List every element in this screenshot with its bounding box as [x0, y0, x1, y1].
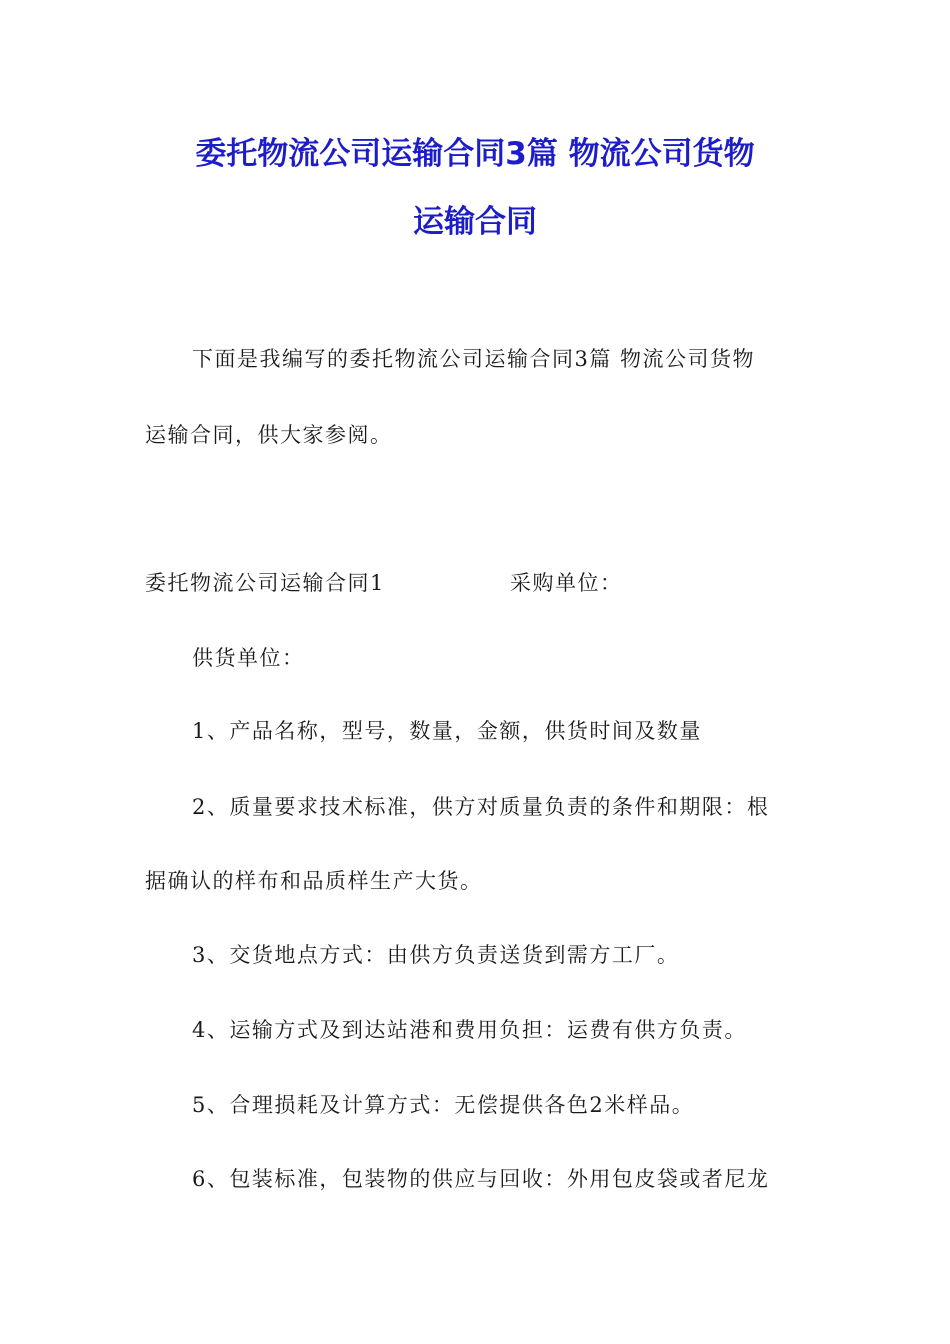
- purchaser-label: 采购单位：: [510, 571, 623, 595]
- document-title-line-2: 运输合同: [413, 204, 537, 240]
- intro-line-2: 运输合同，供大家参阅。: [145, 423, 393, 447]
- clause-4: 4、运输方式及到达站港和费用负担：运费有供方负责。: [192, 1018, 747, 1042]
- clause-5: 5、合理损耗及计算方式：无偿提供各色2米样品。: [192, 1093, 695, 1117]
- clause-2-line-1: 2、质量要求技术标准，供方对质量负责的条件和期限：根: [192, 795, 770, 819]
- supplier-label: 供货单位：: [192, 646, 305, 670]
- document-title-line-1: 委托物流公司运输合同3篇 物流公司货物: [195, 136, 755, 172]
- section-heading: 委托物流公司运输合同1: [145, 571, 385, 595]
- intro-line-1: 下面是我编写的委托物流公司运输合同3篇 物流公司货物: [192, 347, 756, 371]
- clause-1: 1、产品名称，型号，数量，金额，供货时间及数量: [192, 719, 702, 743]
- clause-3: 3、交货地点方式：由供方负责送货到需方工厂。: [192, 943, 680, 967]
- clause-6: 6、包装标准，包装物的供应与回收：外用包皮袋或者尼龙: [192, 1167, 770, 1191]
- clause-2-line-2: 据确认的样布和品质样生产大货。: [145, 869, 483, 893]
